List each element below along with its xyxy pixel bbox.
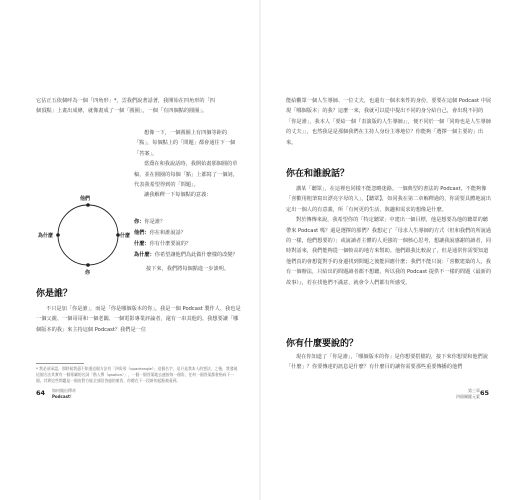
qa-row-what: [134, 239, 191, 249]
what-to-say-para: 現在你知道了「你是誰」，「哪個版本的你」是你想要搭檔的，接下來你想要和他們說「什麼」？你要傳達的訊息是什麼？有什麼目的讓你需要那些重要傳播的他們: [286, 354, 488, 371]
running-head-right-line-1: 第三章: [468, 388, 480, 393]
who-talking-para-1: 講某「聽眾」，在這裡也同樣不能忽略迷路。一個典型的書法的 Podcast，不能夠像「喜歡用粗筆寫出漂亮字母的人」，【聽眾】，如同我在第二章解釋過的，你需要具體地說出定出一個人的有意義，所「有何更的生活，與趣和需求的想像是什麼。: [286, 186, 491, 213]
who-talking-to-body: [286, 184, 492, 288]
dot-left: [56, 233, 60, 237]
running-head-left-line-1: 如何做出傳奇: [52, 388, 76, 393]
qa-a-them: 你在和誰說話？: [149, 230, 186, 236]
section-heading-what-to-say: 你有什麼要說的？: [286, 339, 359, 349]
explain-para-2: 當喬在和我說話時，我開始畫那個圓的草稿，並在圓圈的每個「點」上都寫了一個詞，代表我希望得到的「問題」。: [134, 161, 238, 189]
qa-a-why: 你希望讓他們為此做什麼樣的改變？: [154, 252, 238, 258]
qa-a-what: 你有什麼要說的？: [149, 241, 192, 247]
explain-para-3: 讓我解釋一下每個點的意義：: [144, 192, 212, 199]
left-intro-line-2: 個頂點」上畫出成條，就像畫成了一個「圓圈」，一個「有四個點的圓圈」。: [36, 108, 208, 115]
right-intro: [286, 96, 492, 148]
explain-para-1: 想像一下，一個圓圈上有四個等距的「點」，每個點上的「問題」都會通往下一個「答案」。: [134, 130, 236, 157]
qa-q-what: 什麼：: [134, 241, 150, 247]
page-number-right: 65: [480, 389, 490, 397]
section-heading-who-talking-to: 你在和誰說話？: [286, 169, 350, 179]
qa-row-you: [134, 217, 165, 227]
book-gutter: [259, 0, 261, 500]
qa-row-why: [134, 250, 238, 260]
left-page: [0, 0, 258, 500]
diagram-label-bottom: 你: [85, 270, 91, 276]
qa-q-why: 為什麼：: [134, 252, 155, 258]
right-intro-para: 能給觀眾一個人生導師、一位丈夫，也還有一個未來性的身份，要要在這個 Podcast 中展現「哪個版本」的我？這麼一來，我就可以從中提出不同的身分給自己，會出現不同的「你是誰」，我本人「要給一個『表演版的人生導師』」，便不同於一個「同時也是人生導師的丈夫」」，也然我是是那個我們在主持人身份主導地位？你能夠「選擇一個主要的」出來。: [286, 98, 492, 146]
what-to-say-body: [286, 352, 492, 373]
left-intro-line-1: 它佔正五依個呼為一個「四角形」*，雲我們說著話著，我開始在四角形的「四: [36, 98, 215, 104]
footnote-rule: [36, 363, 84, 364]
who-talking-para-2: 對於傳傳來說，我希望你的「特定聽眾」中建出一個目標，他是想要為他的聽眾的聽帶來 Podcast 嗎？還是選擇的那們？我想定了「母求人生導師的方式（但和我們的所說過的一樣，他們想要的）」或說讀者主體的人更強的一個核心思考，想讓我說感謝的讀者，同時對話來，我們能夠從一個較高的地方來幫助。他們跟我比較說了，但是通常你需要知道他們真的會想從對手的身邊找到問題之後能回應什麼；我們不能只說：「喜歡建築的人，我有一個辦法，只給出的問題讀者都不想聽，所以我的 Podcast 提供不一樣的問題（最新的故事）』，若在找他們不滿意，就會令人們都有所感受。: [286, 217, 492, 286]
qa-row-them: [134, 228, 186, 238]
dot-bottom: [86, 263, 90, 267]
qa-a-you: 你是誰？: [144, 219, 166, 225]
running-head-left-line-2: Podcast！: [52, 393, 74, 399]
diagram-label-top: 他們: [80, 196, 91, 202]
who-are-you-para: 不只是加「你是誰」，而是「你是哪個版本的你」。我是一個 Podcast 製作人、我也是一個父親、一個哥哥和一個老闆、一個電影專業評論者，還有一串其他的。我想要讓「哪個版本的我」來主持這個 Podcast？我們是一位: [36, 306, 241, 333]
left-intro: [36, 96, 241, 117]
after-qa-text: 接下來，我們將每個點進一步談明。: [146, 266, 230, 272]
qa-q-them: 他們：: [134, 230, 150, 236]
running-head-right-line-2: 四個關鍵元素: [456, 393, 480, 399]
qa-q-you: 你：: [134, 219, 145, 225]
who-are-you-body: [36, 304, 241, 335]
running-head-left: [52, 388, 76, 399]
footnote: * 我必須承認，那時候我還不知道這個方法有「四角形（quadrangle）」這個名字，這只是我本人的想法。之後，我發現這個方法其實有一個專屬的名詞「勘入傳（gaollon）」，一個一個答案地去連接每一個角，任何一個答案都會指向下一個。其實這些問題是一個由對方能全部回答過的東西，你總在下一段新的起點被看到。: [36, 366, 238, 384]
diagram-circle: [58, 205, 118, 265]
section-heading-who-are-you: 你是誰？: [36, 289, 73, 299]
right-page: [262, 0, 520, 500]
quadrangle-diagram: [38, 183, 131, 283]
diagram-label-left: 為什麼: [38, 233, 54, 239]
left-explanation: [134, 128, 242, 201]
dot-top: [86, 203, 90, 207]
running-head-right: [456, 388, 480, 399]
page-number-left: 64: [36, 389, 46, 397]
diagram-label-right: 什麼: [120, 233, 131, 239]
